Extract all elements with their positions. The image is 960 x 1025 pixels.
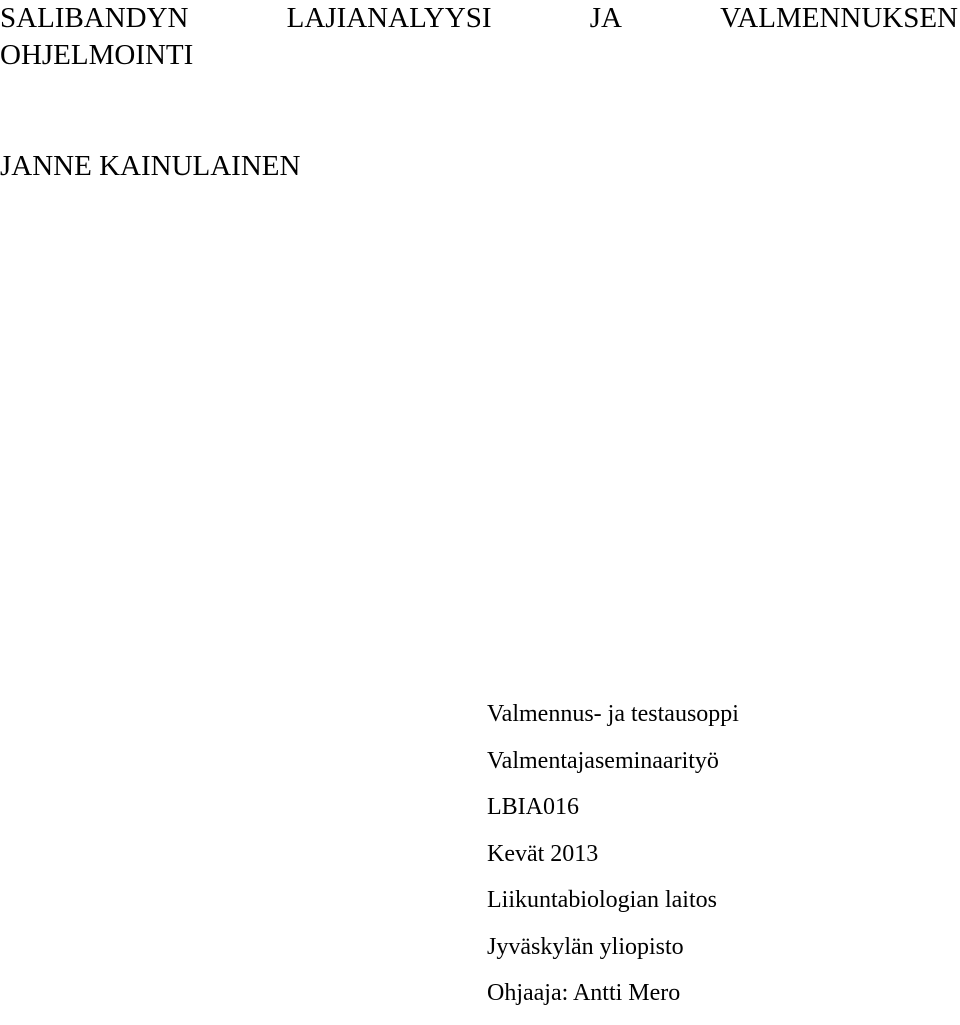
supervisor: Ohjaaja: Antti Mero	[487, 980, 681, 1006]
department: Liikuntabiologian laitos	[487, 887, 717, 913]
title-word: LAJIANALYYSI	[286, 2, 492, 34]
title-word: SALIBANDYN	[0, 2, 189, 34]
title-word: JA	[589, 2, 622, 34]
author-name: JANNE KAINULAINEN	[0, 150, 301, 182]
semester: Kevät 2013	[487, 840, 599, 867]
work-type: Valmentajaseminaarityö	[487, 747, 719, 774]
title-word: VALMENNUKSEN	[720, 2, 958, 34]
university: Jyväskylän yliopisto	[487, 933, 684, 960]
thesis-title-line-2: OHJELMOINTI	[0, 39, 194, 71]
thesis-title-line-1	[0, 0, 958, 37]
thesis-title	[0, 0, 958, 74]
course-info	[487, 699, 947, 1025]
course-code: LBIA016	[487, 794, 579, 820]
course-name: Valmennus- ja testausoppi	[487, 701, 739, 727]
